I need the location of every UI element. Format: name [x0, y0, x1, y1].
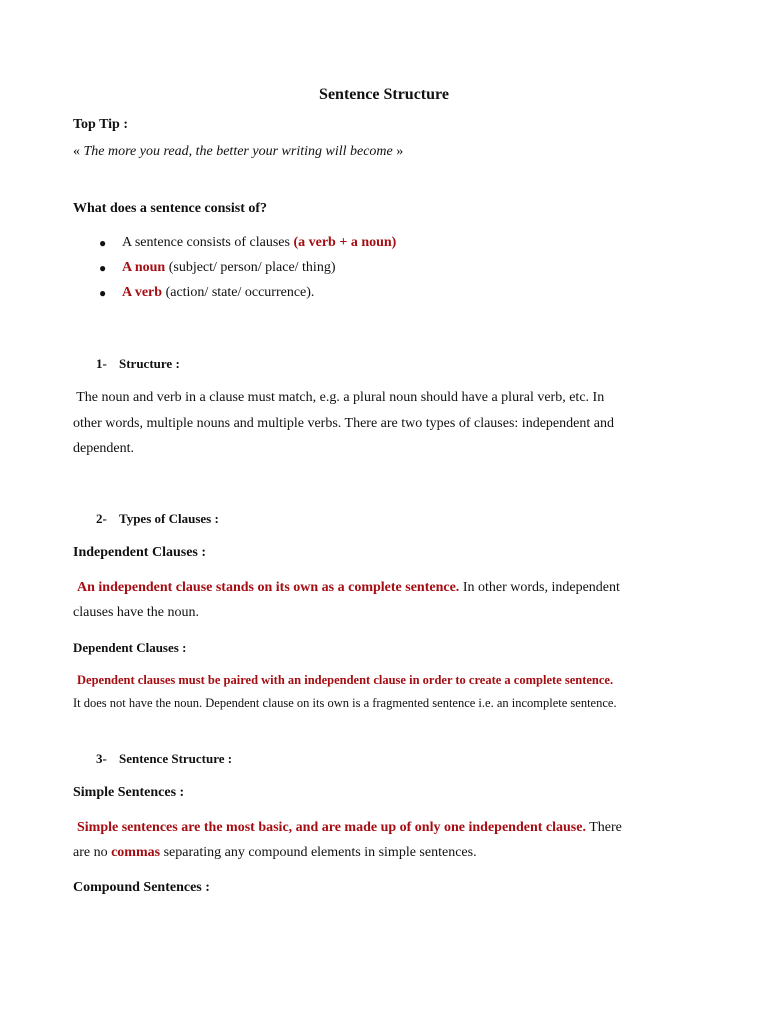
- section-1-line-1: The noun and verb in a clause must match, e.g. a plural noun should have a plural verb, etc. In: [73, 390, 605, 405]
- section-1-line-2: other words, multiple nouns and multiple verbs. There are two types of clauses: independent and: [73, 416, 614, 431]
- simple-line-2-a: are no: [73, 845, 112, 860]
- top-tip-label: Top Tip :: [73, 117, 129, 132]
- section-1-line-3: dependent.: [73, 441, 135, 456]
- section-1-number: 1-: [96, 356, 107, 371]
- simple-highlight: Simple sentences are the most basic, and are made up of only one independent clause.: [77, 820, 586, 835]
- independent-line-2: clauses have the noun.: [73, 605, 199, 620]
- bullet-item-verb: [122, 285, 314, 301]
- bullet-icon: ●: [99, 261, 107, 275]
- bullet-item-noun: [122, 260, 336, 276]
- independent-highlight: An independent clause stands on its own as a complete sentence.: [77, 580, 460, 595]
- simple-sentences-heading: Simple Sentences :: [73, 785, 185, 800]
- section-1-heading: Structure :: [119, 356, 180, 371]
- bullet-highlight: A noun: [122, 260, 166, 275]
- simple-line-2-b: separating any compound elements in simple sentences.: [160, 845, 477, 860]
- independent-line-1: [77, 580, 620, 596]
- top-tip-quote: [73, 144, 403, 160]
- compound-sentences-heading: Compound Sentences :: [73, 880, 210, 895]
- simple-line-2: [73, 845, 477, 861]
- quote-text: The more you read, the better your writing will become: [83, 144, 393, 159]
- simple-line-1: [77, 820, 622, 836]
- close-quote: »: [392, 144, 404, 159]
- dependent-clauses-heading: Dependent Clauses :: [73, 640, 187, 655]
- section-2-number: 2-: [96, 511, 107, 526]
- page-title: Sentence Structure: [319, 86, 449, 103]
- independent-clauses-heading: Independent Clauses :: [73, 545, 207, 560]
- bullet-plain: A sentence consists of clauses: [122, 235, 294, 250]
- simple-rest: There: [585, 820, 622, 835]
- consist-heading: What does a sentence consist of?: [73, 201, 268, 216]
- bullet-plain: (subject/ person/ place/ thing): [165, 260, 336, 275]
- section-2-heading: Types of Clauses :: [119, 511, 219, 526]
- bullet-plain: (action/ state/ occurrence).: [162, 285, 315, 300]
- independent-rest: In other words, independent: [459, 580, 620, 595]
- commas-highlight: commas: [111, 845, 161, 860]
- open-quote: «: [73, 144, 84, 159]
- bullet-highlight: A verb: [122, 285, 163, 300]
- section-3-heading: Sentence Structure :: [119, 751, 233, 766]
- bullet-highlight: (a verb + a noun): [293, 235, 397, 250]
- dependent-line-2: It does not have the noun. Dependent clause on its own is a fragmented sentence i.e. an incomplete sentence.: [73, 696, 617, 710]
- section-3-number: 3-: [96, 751, 107, 766]
- bullet-icon: ●: [99, 286, 107, 300]
- bullet-icon: ●: [99, 236, 107, 250]
- bullet-item-clauses: [122, 235, 396, 251]
- dependent-highlight: Dependent clauses must be paired with an independent clause in order to create a complete sentence.: [77, 673, 614, 687]
